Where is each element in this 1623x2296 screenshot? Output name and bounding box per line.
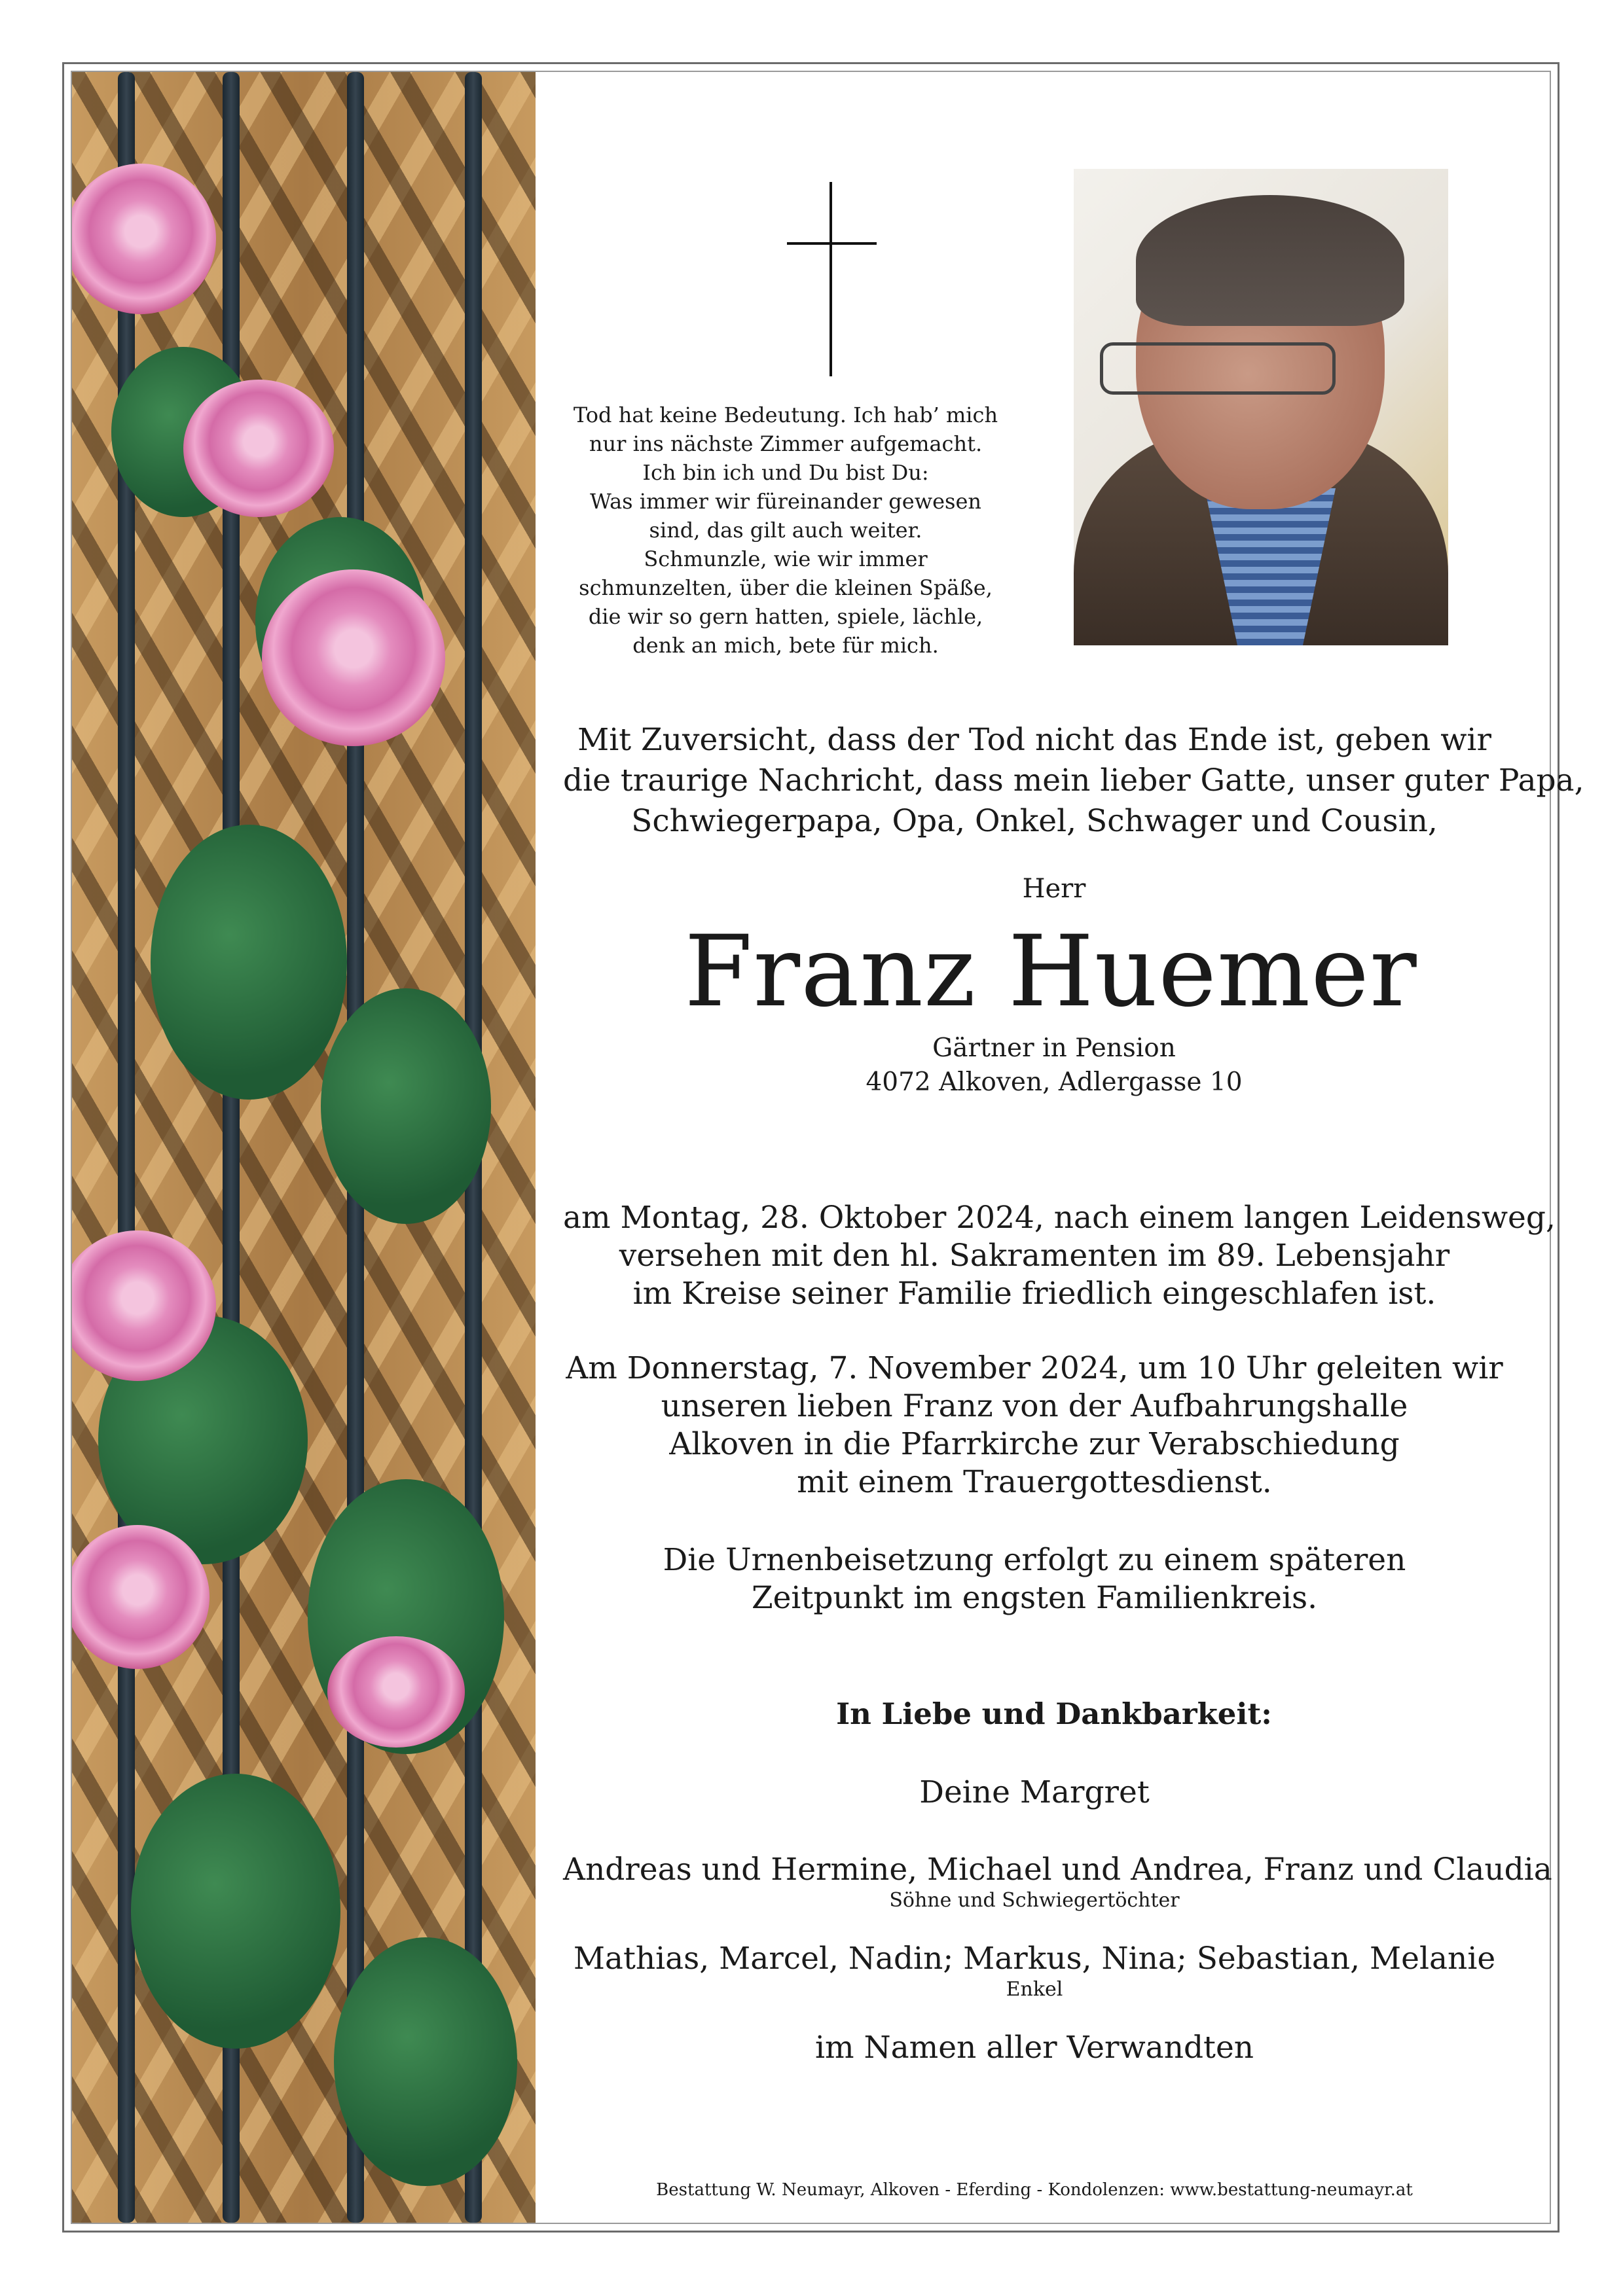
closing-phrase: In Liebe und Dankbarkeit: [836, 1696, 1272, 1731]
poem-line: schmunzelten, über die kleinen Späße, [579, 575, 993, 600]
honorific: Herr [1022, 874, 1086, 904]
death-line: versehen mit den hl. Sakramenten im 89. Lebensjahr [619, 1238, 1450, 1274]
pink-rose [262, 569, 445, 746]
death-paragraph [563, 1199, 1556, 1313]
poem-line: Was immer wir füreinander gewesen [589, 489, 982, 514]
funeral-line: Alkoven in die Pfarrkirche zur Verabschiedung [669, 1426, 1400, 1462]
urn-line: Die Urnenbeisetzung erfolgt zu einem späteren [663, 1542, 1406, 1578]
intro-line: die traurige Nachricht, dass mein lieber Gatte, unser guter Papa, [563, 762, 1584, 798]
grandchildren-label: Enkel [1006, 1978, 1063, 2001]
poem-line: Ich bin ich und Du bist Du: [642, 460, 929, 485]
rose-trellis-image [72, 72, 536, 2223]
pink-rose [72, 1525, 210, 1669]
intro-paragraph [563, 720, 1584, 842]
funeral-line: mit einem Trauergottesdienst. [797, 1464, 1272, 1500]
poem-line: nur ins nächste Zimmer aufgemacht. [589, 431, 983, 456]
death-line: am Montag, 28. Oktober 2024, nach einem langen Leidensweg, [563, 1200, 1556, 1236]
children-label: Söhne und Schwiegertöchter [889, 1889, 1180, 1912]
footer-credit: Bestattung W. Neumayr, Alkoven - Eferding - Kondolenzen: www.bestattung-neumayr.at [656, 2180, 1413, 2200]
urn-line: Zeitpunkt im engsten Familienkreis. [751, 1580, 1318, 1616]
poem [570, 401, 1002, 660]
relatives-line: im Namen aller Verwandten [814, 2030, 1254, 2066]
grandchildren-names: Mathias, Marcel, Nadin; Markus, Nina; Sebastian, Melanie [573, 1941, 1496, 1977]
leaf-cluster [321, 988, 491, 1224]
death-line: im Kreise seiner Familie friedlich eingeschlafen ist. [632, 1276, 1436, 1312]
poem-line: Tod hat keine Bedeutung. Ich hab’ mich [573, 403, 998, 427]
spouse-name: Deine Margret [919, 1774, 1150, 1810]
pink-rose [327, 1636, 465, 1748]
address: 4072 Alkoven, Adlergasse 10 [866, 1067, 1243, 1097]
children-names: Andreas und Hermine, Michael und Andrea, Franz und Claudia [563, 1852, 1552, 1888]
poem-line: sind, das gilt auch weiter. [649, 518, 922, 543]
poem-line: denk an mich, bete für mich. [632, 633, 939, 658]
poem-line: die wir so gern hatten, spiele, lächle, [588, 604, 983, 629]
funeral-line: Am Donnerstag, 7. November 2024, um 10 Uhr geleiten wir [566, 1350, 1503, 1386]
leaf-cluster [151, 825, 347, 1100]
poem-line: Schmunzle, wie wir immer [644, 547, 928, 571]
funeral-line: unseren lieben Franz von der Aufbahrungshalle [661, 1388, 1408, 1424]
funeral-paragraph [563, 1350, 1506, 1501]
leaf-cluster [131, 1774, 340, 2049]
intro-line: Mit Zuversicht, dass der Tod nicht das Ende ist, geben wir [577, 722, 1491, 758]
deceased-name: Franz Huemer [684, 915, 1417, 1029]
intro-line: Schwiegerpapa, Opa, Onkel, Schwager und Cousin, [631, 803, 1438, 839]
pink-rose [183, 380, 334, 517]
pink-rose [72, 164, 216, 314]
portrait-photo [1074, 169, 1448, 645]
urn-paragraph [563, 1541, 1506, 1617]
leaf-cluster [334, 1937, 517, 2186]
occupation: Gärtner in Pension [932, 1033, 1176, 1063]
